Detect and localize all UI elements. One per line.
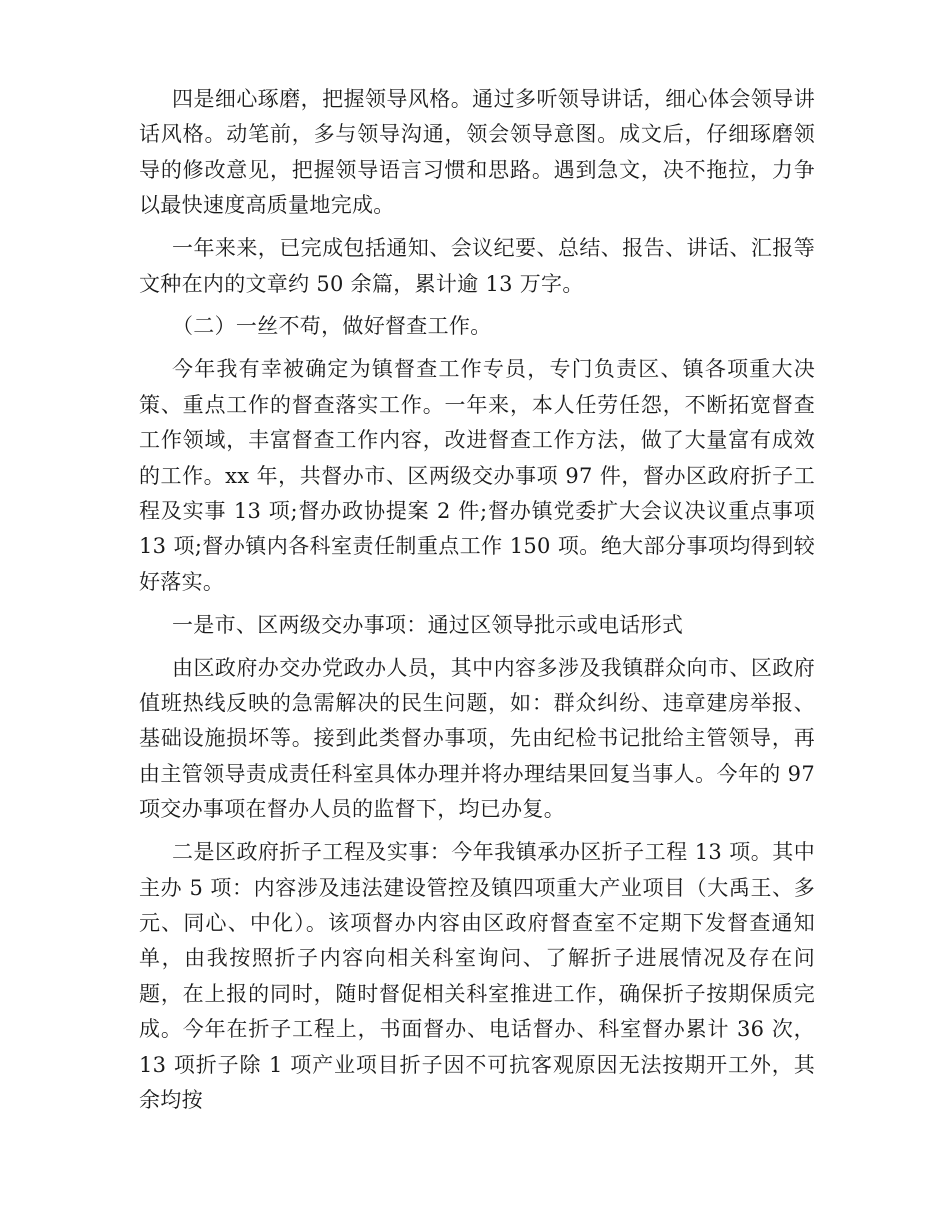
paragraph-city-district-items: 一是市、区两级交办事项：通过区领导批示或电话形式 xyxy=(172,612,684,637)
document-body xyxy=(139,82,815,1126)
paragraph-district-projects: 二是区政府折子工程及实事：今年我镇承办区折子工程 13 项。其中主办 5 项：内容涉及违法建设管控及镇四项重大产业项目（大禹王、多元、同心、中化）。该项督办内容由区政府督查室不定期下发督查通知单，由我按照折子内容向相关科室询问、了解折子进展情况及存在问题，在上报的同时，随时督促相关科室推进工作，确保折子按期保质完成。今年在折子工程上，书面督办、电话督办、科室督办累计 36 次，13 项折子除 1 项产业项目折子因不可抗客观原因无法按期开工外，其余均按 xyxy=(139,840,815,1112)
paragraph-leadership-style: 四是细心琢磨，把握领导风格。通过多听领导讲话，细心体会领导讲话风格。动笔前，多与领导沟通，领会领导意图。成文后，仔细琢磨领导的修改意见，把握领导语言习惯和思路。遇到急文，决不拖拉，力争以最快速度高质量地完成。 xyxy=(139,87,815,218)
section-heading-supervision: （二）一丝不苟，做好督查工作。 xyxy=(172,314,492,339)
paragraph-hotline-issues: 由区政府办交办党政办人员，其中内容多涉及我镇群众向市、区政府值班热线反映的急需解决的民生问题，如：群众纠纷、违章建房举报、基础设施损坏等。接到此类督办事项，先由纪检书记批给主管领导，再由主管领导责成责任科室具体办理并将办理结果回复当事人。今年的 97 项交办事项在督办人员的监督下，均已办复。 xyxy=(139,655,815,822)
paragraph-supervision-overview: 今年我有幸被确定为镇督查工作专员，专门负责区、镇各项重大决策、重点工作的督查落实工作。一年来，本人任劳任怨，不断拓宽督查工作领域，丰富督查工作内容，改进督查工作方法，做了大量富有成效的工作。xx 年，共督办市、区两级交办事项 97 件，督办区政府折子工程及实事 13 项;督办政协提案 2 件;督办镇党委扩大会议决议重点事项 13 项;督办镇内各科室责任制重点工作 150 项。绝大部分事项均得到较好落实。 xyxy=(139,357,815,594)
paragraph-annual-writing-summary: 一年来来，已完成包括通知、会议纪要、总结、报告、讲话、汇报等文种在内的文章约 50 余篇，累计逾 13 万字。 xyxy=(139,236,815,296)
